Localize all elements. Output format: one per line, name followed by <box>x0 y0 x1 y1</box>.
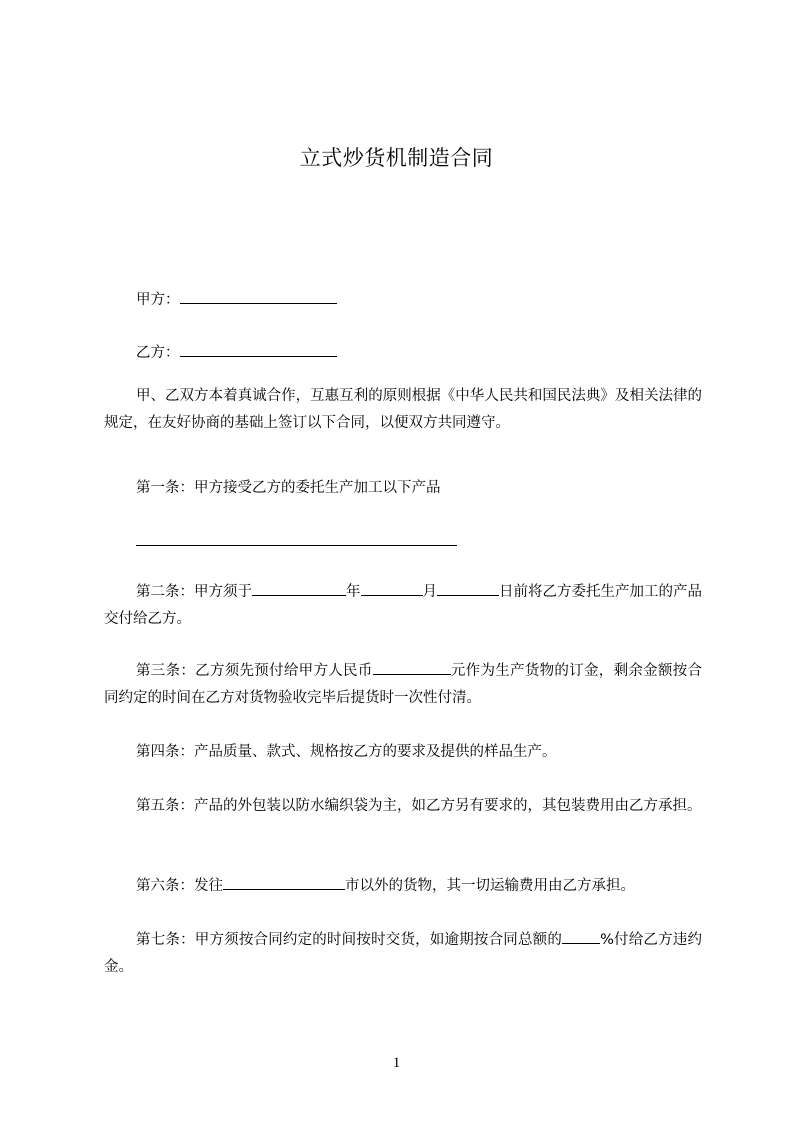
article-3 <box>104 658 702 712</box>
party-b-blank[interactable] <box>180 343 337 357</box>
article-6-text-b: 市以外的货物，其一切运输费用由乙方承担。 <box>345 878 635 894</box>
product-blank-line[interactable] <box>136 545 457 546</box>
article-1: 第一条：甲方接受乙方的委托生产加工以下产品 <box>136 480 441 496</box>
article-6 <box>104 876 736 897</box>
article-3-text-a: 第三条：乙方须先预付给甲方人民币 <box>136 663 373 679</box>
article-7 <box>104 927 702 981</box>
article-2-text-b: 年 <box>346 584 361 600</box>
party-a-blank[interactable] <box>180 290 337 304</box>
day-blank[interactable] <box>437 582 499 596</box>
year-blank[interactable] <box>252 582 346 596</box>
page-number: 1 <box>392 1055 401 1071</box>
city-blank[interactable] <box>223 876 345 890</box>
article-7-text-a: 第七条：甲方须按合同约定的时间按时交货，如逾期按合同总额的 <box>136 932 563 948</box>
article-2-text-d: 日前将乙方委托生产加工的产品交付给乙方。 <box>104 584 702 627</box>
party-a-label: 甲方： <box>136 292 180 308</box>
month-blank[interactable] <box>361 582 423 596</box>
article-7-text-b: %付给乙方违约金。 <box>104 932 703 975</box>
article-4: 第四条：产品质量、款式、规格按乙方的要求及提供的样品生产。 <box>136 744 557 760</box>
article-6-text-a: 第六条：发往 <box>136 878 223 894</box>
party-b-line <box>104 343 736 364</box>
party-b-label: 乙方： <box>136 345 180 361</box>
deposit-amount-blank[interactable] <box>373 661 451 675</box>
article-5: 第五条：产品的外包装以防水编织袋为主，如乙方另有要求的，其包装费用由乙方承担。 <box>136 798 702 814</box>
document-title: 立式炒货机制造合同 <box>299 146 494 170</box>
article-2-text-a: 第二条：甲方须于 <box>136 584 252 600</box>
penalty-percent-blank[interactable] <box>562 930 600 944</box>
party-a-line <box>104 290 736 311</box>
article-2 <box>104 579 702 633</box>
intro-paragraph: 甲、乙双方本着真诚合作，互惠互利的原则根据《中华人民共和国民法典》及相关法律的规定，在友好协商的基础上签订以下合同，以便双方共同遵守。 <box>104 388 702 431</box>
article-3-text-b: 元作为生产货物的订金，剩余金额按合同约定的时间在乙方对货物验收完毕后提货时一次性付清。 <box>104 663 703 706</box>
article-2-text-c: 月 <box>422 584 437 600</box>
